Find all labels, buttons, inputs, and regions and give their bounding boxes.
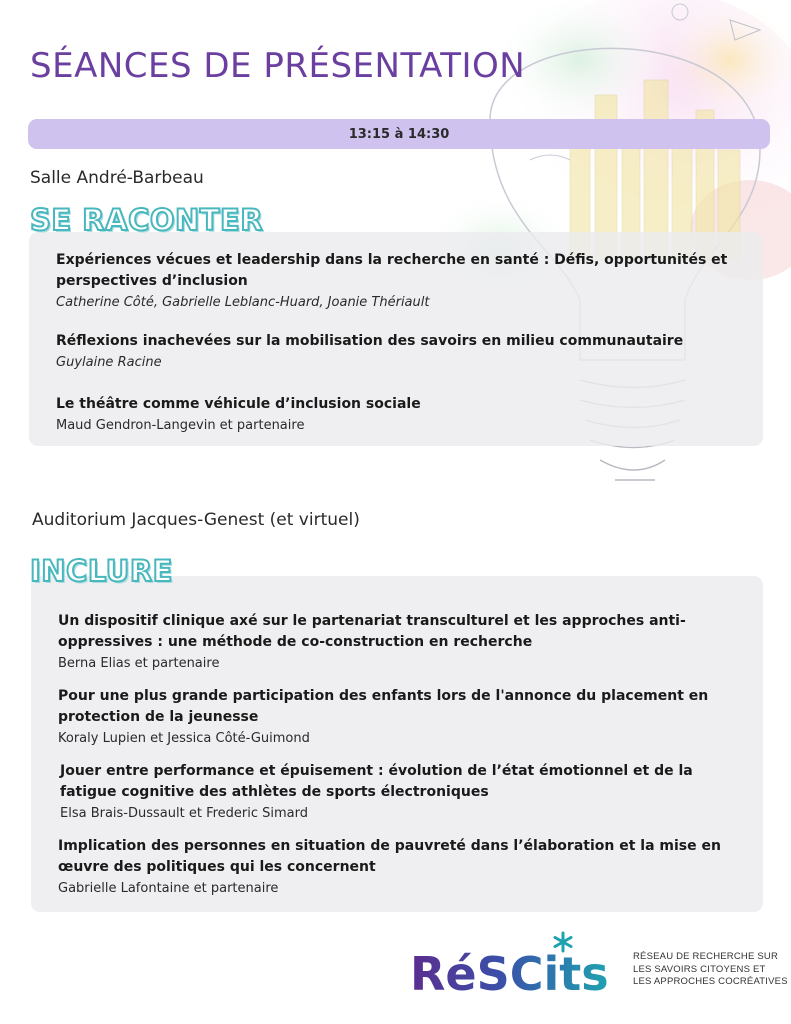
talk-authors: Berna Elias et partenaire: [58, 656, 220, 671]
talk-title: Jouer entre performance et épuisement : évolution de l’état émotionnel et de la fatigue cognitive des athlètes de sports électroniques: [60, 763, 693, 800]
talk-item: [58, 611, 738, 674]
talk-item: [56, 331, 736, 373]
talk-authors: Catherine Côté, Gabrielle Leblanc-Huard, Joanie Thériault: [56, 295, 430, 310]
page-title: SÉANCES DE PRÉSENTATION: [30, 46, 526, 86]
logo-tagline-line: RÉSEAU DE RECHERCHE SUR: [633, 951, 779, 962]
logo-tagline: [633, 951, 788, 989]
logo-tagline-line: LES SAVOIRS CITOYENS ET: [633, 963, 766, 975]
talk-item: [58, 686, 738, 749]
theme-title: SE RACONTER: [30, 203, 264, 237]
talk-item: [60, 761, 740, 824]
talk-title: Un dispositif clinique axé sur le partenariat transculturel et les approches anti-oppressives : une méthode de co-construction en recherche: [58, 613, 686, 650]
talk-title: Implication des personnes en situation de pauvreté dans l’élaboration et la mise en œuvre des politiques qui les concernent: [58, 838, 721, 875]
talk-title: Le théâtre comme véhicule d’inclusion sociale: [56, 396, 421, 412]
logo-wordmark: RéSCits: [410, 947, 609, 1000]
talk-title: Réflexions inachevées sur la mobilisation des savoirs en milieu communautaire: [56, 333, 684, 349]
talk-item: [56, 394, 736, 436]
talk-authors: Maud Gendron-Langevin et partenaire: [56, 418, 305, 433]
talk-title: Pour une plus grande participation des enfants lors de l'annonce du placement en protection de la jeunesse: [58, 688, 709, 725]
time-slot-label: 13:15 à 14:30: [348, 126, 450, 142]
talk-title: Expériences vécues et leadership dans la recherche en santé : Défis, opportunités et perspectives d’inclusion: [56, 252, 728, 289]
theme-title: INCLURE: [30, 554, 173, 588]
room-label: Salle André-Barbeau: [30, 168, 204, 188]
talk-authors: Gabrielle Lafontaine et partenaire: [58, 881, 279, 896]
room-label: Auditorium Jacques-Genest (et virtuel): [32, 510, 360, 530]
talk-item: [58, 836, 738, 899]
time-slot-bar: [28, 119, 770, 149]
talk-authors: Koraly Lupien et Jessica Côté-Guimond: [58, 731, 310, 746]
logo-tagline-line: LES APPROCHES COCRÉATIVES: [633, 976, 788, 987]
talk-item: [56, 250, 736, 313]
talk-authors: Elsa Brais-Dussault et Frederic Simard: [60, 806, 309, 821]
talk-authors: Guylaine Racine: [56, 355, 162, 370]
logo-mark: [410, 930, 630, 1000]
rescits-logo: [410, 930, 788, 1000]
